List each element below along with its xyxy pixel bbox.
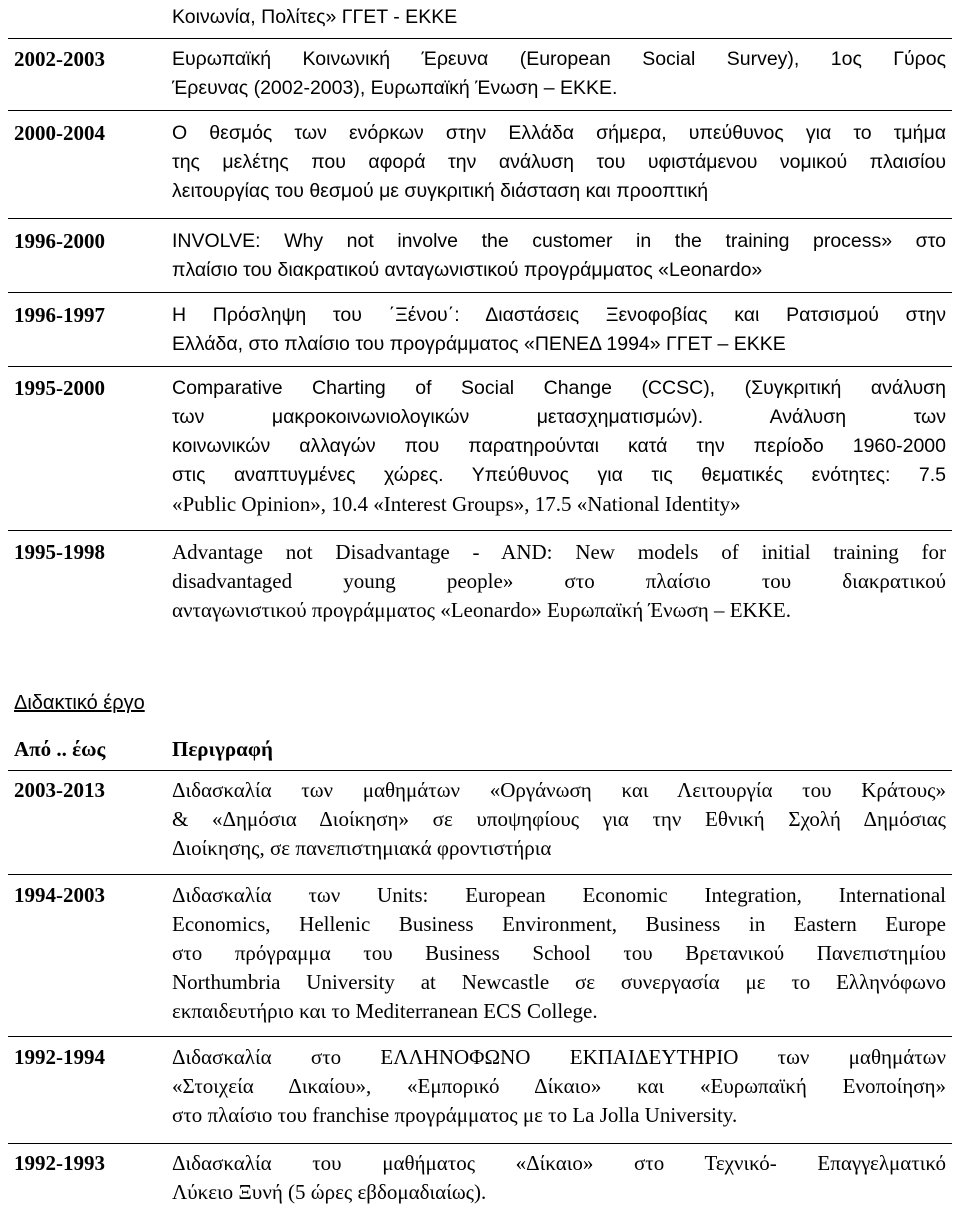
description-line: Northumbria University at Newcastle σε συνεργασία με το Ελληνόφωνο (172, 970, 946, 994)
description-line: Comparative Charting of Social Change (CCSC), (Συγκριτική ανάλυση (172, 377, 946, 399)
row-description (172, 881, 946, 1026)
section-title: Διδακτικό έργο (14, 692, 145, 714)
row-description (172, 776, 946, 863)
description-line: Economics, Hellenic Business Environment, Business in Eastern Europe (172, 912, 946, 936)
divider (8, 218, 952, 219)
description-line: Διδασκαλία του μαθήματος «Δίκαιο» στο Τεχνικό- Επαγγελματικό (172, 1151, 946, 1175)
description-line: Διοίκησης, σε πανεπιστημιακά φροντιστήρια (172, 836, 552, 860)
description-line: πλαίσιο του διακρατικού ανταγωνιστικού προγράμματος «Leonardo» (172, 259, 763, 281)
description-line: στις αναπτυγμένες χώρες. Υπεύθυνος για τις θεματικές ενότητες: 7.5 (172, 464, 946, 486)
description-line: Ευρωπαϊκή Κοινωνική Έρευνα (European Social Survey), 1ος Γύρος (172, 48, 946, 70)
divider (8, 110, 952, 111)
row-description (172, 227, 946, 285)
description-line: της μελέτης που αφορά την ανάλυση του υφιστάμενου νομικού πλαισίου (172, 151, 946, 173)
row-period: 1995-1998 (14, 540, 105, 564)
description-line: εκπαιδευτήριο και το Mediterranean ECS College. (172, 999, 598, 1023)
row-period: 1994-2003 (14, 883, 105, 907)
description-line: ανταγωνιστικού προγράμματος «Leonardo» Ευρωπαϊκή Ένωση – ΕΚΚΕ. (172, 598, 791, 622)
description-line: στο πλαίσιο του franchise προγράμματος με το La Jolla University. (172, 1103, 738, 1127)
description-line: Ελλάδα, στο πλαίσιο του προγράμματος «ΠΕΝΕΔ 1994» ΓΓΕΤ – ΕΚΚΕ (172, 333, 786, 355)
row-description (172, 374, 946, 519)
row-period: 1992-1993 (14, 1151, 105, 1175)
row-description (172, 119, 946, 206)
divider (8, 874, 952, 875)
row-period: 1996-1997 (14, 303, 105, 327)
description-line: Έρευνας (2002-2003), Ευρωπαϊκή Ένωση – ΕΚΚΕ. (172, 77, 618, 99)
description-line: & «Δημόσια Διοίκηση» σε υποψηφίους για την Εθνική Σχολή Δημόσιας (172, 807, 946, 831)
column-header-description: Περιγραφή (172, 737, 273, 761)
column-header-period: Από .. έως (14, 737, 106, 761)
divider (8, 1143, 952, 1144)
description-line: Ο θεσμός των ενόρκων στην Ελλάδα σήμερα, υπεύθυνος για το τμήμα (172, 122, 946, 144)
description-line: «Public Opinion», 10.4 «Interest Groups», 17.5 «National Identity» (172, 492, 741, 516)
description-line: disadvantaged young people» στο πλαίσιο του διακρατικού (172, 569, 946, 593)
description-line: στο πρόγραμμα του Business School του Βρετανικού Πανεπιστημίου (172, 941, 946, 965)
description-line: των μακροκοινωνιολογικών μετασχηματισμών). Ανάλυση των (172, 406, 946, 428)
divider (8, 530, 952, 531)
description-line: Διδασκαλία των Units: European Economic Integration, International (172, 883, 946, 907)
row-period: 2003-2013 (14, 778, 105, 802)
row-period: 1995-2000 (14, 376, 105, 400)
row-description (172, 45, 946, 103)
row-period: 1996-2000 (14, 229, 105, 253)
description-line: Λύκειο Ξυνή (5 ώρες εβδομαδιαίως). (172, 1180, 487, 1204)
row-description (172, 301, 946, 359)
row-description (172, 1043, 946, 1130)
divider (8, 292, 952, 293)
description-line: Advantage not Disadvantage - AND: New models of initial training for (172, 540, 946, 564)
description-line: λειτουργίας του θεσμού με συγκριτική διάσταση και προοπτική (172, 180, 709, 202)
description-line: Διδασκαλία των μαθημάτων «Οργάνωση και Λειτουργία του Κράτους» (172, 778, 946, 802)
divider (8, 770, 952, 771)
row-period: 2000-2004 (14, 121, 105, 145)
description-line: κοινωνικών αλλαγών που παρατηρούνται κατά την περίοδο 1960-2000 (172, 435, 946, 457)
divider (8, 366, 952, 367)
description-line: INVOLVE: Why not involve the customer in the training process» στο (172, 230, 946, 252)
row-description (172, 1149, 946, 1207)
description-line: Η Πρόσληψη του ΄Ξένου΄: Διαστάσεις Ξενοφοβίας και Ρατσισμού στην (172, 304, 946, 326)
description-line: «Στοιχεία Δικαίου», «Εμπορικό Δίκαιο» και «Ευρωπαϊκή Ενοποίηση» (172, 1074, 946, 1098)
divider (8, 38, 952, 39)
row-description (172, 3, 946, 32)
row-description (172, 538, 946, 625)
description-line: Διδασκαλία στο ΕΛΛΗΝΟΦΩΝΟ ΕΚΠΑΙΔΕΥΤΗΡΙΟ των μαθημάτων (172, 1045, 946, 1069)
row-period: 1992-1994 (14, 1045, 105, 1069)
description-line: Κοινωνία, Πολίτες» ΓΓΕΤ - ΕΚΚΕ (172, 6, 458, 28)
divider (8, 1036, 952, 1037)
row-period: 2002-2003 (14, 47, 105, 71)
